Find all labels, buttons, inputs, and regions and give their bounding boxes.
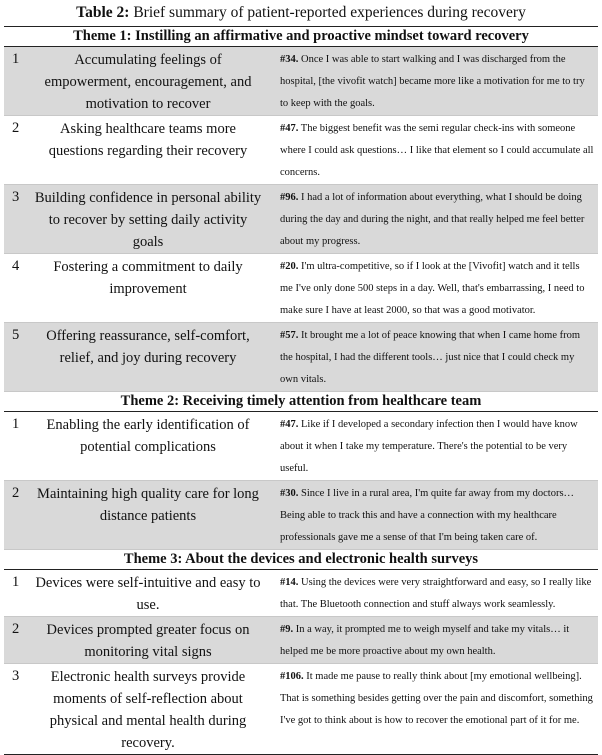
theme-header-row [4,392,598,412]
theme-title: Theme 2: Receiving timely attention from healthcare team [4,392,598,412]
quote-cell [274,664,598,755]
table-caption-label: Table 2: [76,4,130,21]
table-row [4,412,598,481]
table-row [4,116,598,185]
quote-text: Using the devices were very straightforward and easy, so I really like that. The Bluetooth connection and stuff always work seamlessly. [280,577,592,610]
quote-cell [274,617,598,664]
quote-text: Since I live in a rural area, I'm quite far away from my doctors… Being able to track this and have a connection with my healthcare professionals gave me a sense of that I'm being taken care of. [280,488,575,543]
subtheme-cell: Electronic health surveys provide moments of self-reflection about physical and mental health during recovery. [26,664,274,755]
participant-id: #9. [280,624,294,635]
quote-text: Like if I developed a secondary infection then I would have know about it when I take my temperature. There's the potential to be very useful. [280,419,578,474]
table-row [4,47,598,116]
table-row [4,664,598,755]
table-body [4,27,598,755]
subtheme-cell: Devices prompted greater focus on monitoring vital signs [26,617,274,664]
participant-id: #47. [280,419,299,430]
row-number: 3 [4,185,26,254]
quote-text: Once I was able to start walking and I was discharged from the hospital, [the vivofit watch] became more like a motivation for me to try to keep with the goals. [280,54,585,109]
participant-id: #20. [280,261,299,272]
theme-title: Theme 3: About the devices and electronic health surveys [4,550,598,570]
participant-id: #47. [280,123,299,134]
quote-text: I had a lot of information about everything, what I should be doing during the day and during the night, and that really helped me feel better about my progress. [280,192,585,247]
quote-cell [274,116,598,185]
participant-id: #30. [280,488,299,499]
table-row [4,185,598,254]
quote-text: In a way, it prompted me to weigh myself and take my vitals… it helped me be more proactive about my own health. [280,624,570,657]
experiences-table [4,26,598,755]
table-caption-text: Brief summary of patient-reported experiences during recovery [129,4,526,21]
participant-id: #14. [280,577,299,588]
subtheme-cell: Accumulating feelings of empowerment, encouragement, and motivation to recover [26,47,274,116]
subtheme-cell: Devices were self-intuitive and easy to use. [26,570,274,617]
quote-text: The biggest benefit was the semi regular check-ins with someone where I could ask questions… I like that element so I could accumulate all concerns. [280,123,594,178]
quote-text: It made me pause to really think about [my emotional wellbeing]. That is something besides getting over the pain and discomfort, something I've got to think about is how to recover the emotional part of it for me. [280,671,593,726]
row-number: 1 [4,570,26,617]
quote-cell [274,570,598,617]
quote-cell [274,412,598,481]
quote-cell [274,481,598,550]
quote-cell [274,185,598,254]
quote-text: It brought me a lot of peace knowing that when I came home from the hospital, I had the different tools… just nice that I could check my own vitals. [280,330,581,385]
quote-cell [274,323,598,392]
participant-id: #96. [280,192,299,203]
table-row [4,323,598,392]
quote-cell [274,254,598,323]
row-number: 3 [4,664,26,755]
row-number: 2 [4,116,26,185]
theme-header-row [4,27,598,47]
row-number: 1 [4,47,26,116]
row-number: 2 [4,617,26,664]
theme-header-row [4,550,598,570]
subtheme-cell: Maintaining high quality care for long distance patients [26,481,274,550]
table-row [4,617,598,664]
subtheme-cell: Offering reassurance, self-comfort, relief, and joy during recovery [26,323,274,392]
participant-id: #106. [280,671,304,682]
row-number: 4 [4,254,26,323]
row-number: 5 [4,323,26,392]
table-row [4,481,598,550]
subtheme-cell: Enabling the early identification of potential complications [26,412,274,481]
quote-text: I'm ultra-competitive, so if I look at the [Vivofit] watch and it tells me I've only done 500 steps in a day. Well, that's embarrassing, I need to make sure I have at least 2000, so that was a good motivator. [280,261,585,316]
quote-cell [274,47,598,116]
subtheme-cell: Asking healthcare teams more questions regarding their recovery [26,116,274,185]
participant-id: #57. [280,330,299,341]
subtheme-cell: Fostering a commitment to daily improvement [26,254,274,323]
table-caption [0,0,602,26]
theme-title: Theme 1: Instilling an affirmative and proactive mindset toward recovery [4,27,598,47]
table-row [4,254,598,323]
row-number: 2 [4,481,26,550]
participant-id: #34. [280,54,299,65]
subtheme-cell: Building confidence in personal ability to recover by setting daily activity goals [26,185,274,254]
row-number: 1 [4,412,26,481]
table-row [4,570,598,617]
